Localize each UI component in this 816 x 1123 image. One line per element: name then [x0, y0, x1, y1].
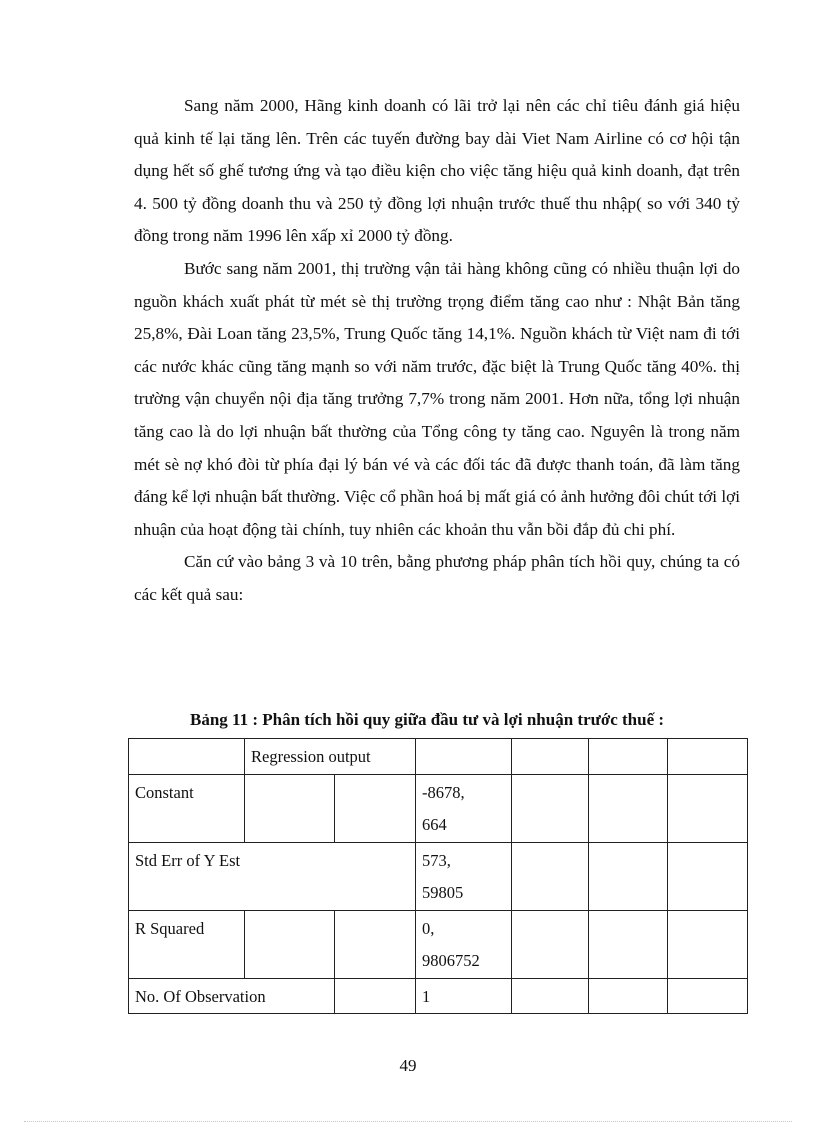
table-cell — [668, 910, 748, 978]
paragraph-1: Sang năm 2000, Hãng kinh doanh có lãi trở lại nên các chỉ tiêu đánh giá hiệu quả kinh tế lại tăng lên. Trên các tuyến đường bay dài Viet Nam Airline có cơ hội tận dụng hết số ghế tương ứng và tạo điều kiện cho việc tăng hiệu quả kinh doanh, đạt trên 4. 500 tỷ đồng doanh thu và 250 tỷ đồng lợi nhuận trước thuế thu nhập( so với 340 tỷ đồng trong năm 1996 lên xấp xỉ 2000 tỷ đồng. — [134, 96, 740, 246]
value-line-1: -8678, — [422, 782, 465, 802]
row-value: 1 — [416, 978, 512, 1014]
bottom-divider — [24, 1121, 792, 1122]
table-cell — [335, 978, 416, 1014]
table-cell — [668, 774, 748, 842]
table-cell — [589, 842, 668, 910]
value-line-2: 9806752 — [422, 951, 480, 970]
page-number: 49 — [399, 1056, 417, 1075]
table-cell — [512, 774, 589, 842]
table-cell — [589, 739, 668, 775]
value-line-1: 573, — [422, 850, 451, 870]
table-header-row — [129, 739, 748, 775]
value-line-2: 664 — [422, 815, 447, 834]
table-cell — [416, 739, 512, 775]
table-cell — [512, 739, 589, 775]
table-cell — [245, 774, 335, 842]
table-cell — [245, 910, 335, 978]
table-cell — [668, 978, 748, 1014]
table-cell — [668, 739, 748, 775]
row-label: R Squared — [129, 910, 245, 978]
table-caption: Bảng 11 : Phân tích hồi quy giữa đầu tư và lợi nhuận trước thuế : — [190, 710, 665, 729]
value-line-1: 0, — [422, 918, 435, 938]
regression-table — [128, 738, 748, 1014]
table-row-std-err — [129, 842, 748, 910]
regression-output-header: Regression output — [245, 739, 416, 775]
row-value — [416, 910, 512, 978]
row-label: Constant — [129, 774, 245, 842]
row-value — [416, 842, 512, 910]
table-cell — [589, 978, 668, 1014]
table-cell — [512, 910, 589, 978]
table-cell — [589, 774, 668, 842]
table-cell — [335, 910, 416, 978]
table-row-r-squared — [129, 910, 748, 978]
table-cell — [512, 978, 589, 1014]
table-cell — [335, 774, 416, 842]
row-label: No. Of Observation — [129, 978, 335, 1014]
table-cell — [668, 842, 748, 910]
table-cell — [589, 910, 668, 978]
table-cell — [512, 842, 589, 910]
table-row-observations — [129, 978, 748, 1014]
table-cell — [129, 739, 245, 775]
row-value — [416, 774, 512, 842]
value-line-2: 59805 — [422, 883, 464, 902]
row-label: Std Err of Y Est — [129, 842, 416, 910]
body-text — [134, 90, 740, 612]
paragraph-3: Căn cứ vào bảng 3 và 10 trên, bằng phương pháp phân tích hồi quy, chúng ta có các kết quả sau: — [134, 552, 740, 604]
table-row-constant — [129, 774, 748, 842]
paragraph-2: Bước sang năm 2001, thị trường vận tải hàng không cũng có nhiều thuận lợi do nguồn khách xuất phát từ mét sè thị trường trọng điểm tăng cao như : Nhật Bản tăng 25,8%, Đài Loan tăng 23,5%, Trung Quốc tăng 14,1%. Nguồn khách từ Việt nam đi tới các nước khác cũng tăng mạnh so với năm trước, đặc biệt là Trung Quốc tăng 40%. thị trường vận chuyển nội địa tăng trưởng 7,7% trong năm 2001. Hơn nữa, tổng lợi nhuận tăng cao là do lợi nhuận bất thường của Tổng công ty tăng cao. Nguyên là trong năm mét sè nợ khó đòi từ phía đại lý bán vé và các đối tác đã được thanh toán, đã làm tăng đáng kể lợi nhuận bất thường. Việc cổ phần hoá bị mất giá có ảnh hưởng đôi chút tới lợi nhuận của hoạt động tài chính, tuy nhiên các khoản thu vẫn bồi đắp đủ chi phí. — [134, 258, 740, 539]
